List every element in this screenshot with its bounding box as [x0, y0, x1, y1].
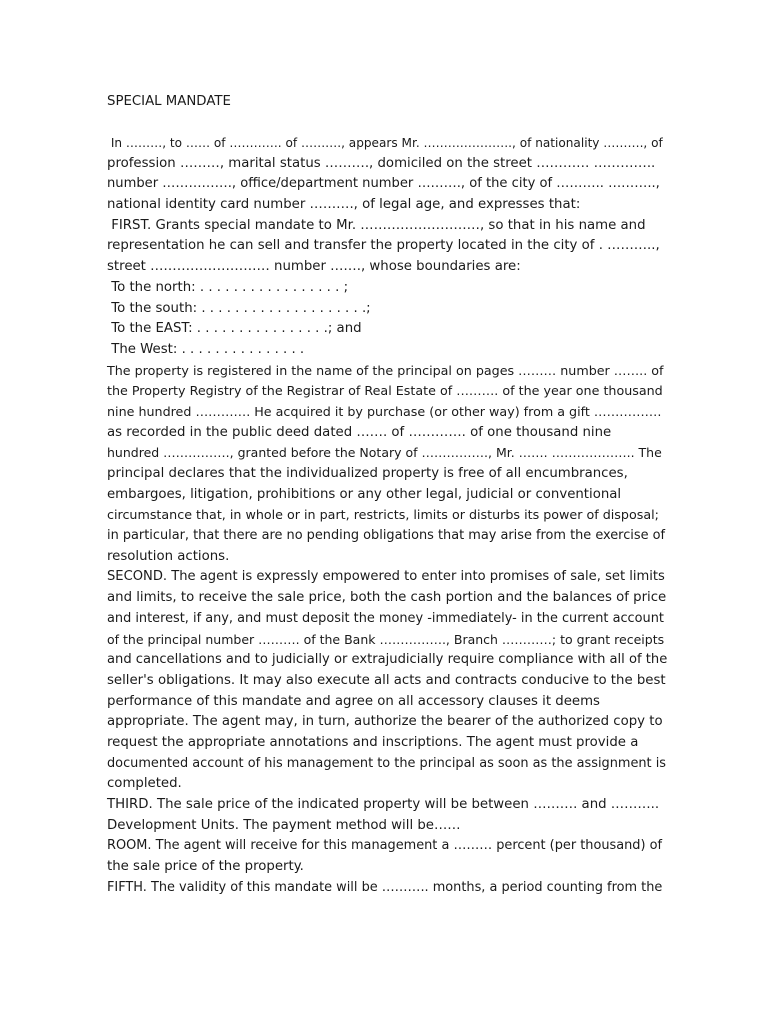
body-line: street ……………………… number ……., whose boundaries are: [107, 259, 521, 275]
body-line: number ……………., office/department number ………., of the city of ……….. ……….., [107, 176, 660, 192]
body-line: embargoes, litigation, prohibitions or any other legal, judicial or conventional [107, 486, 622, 502]
body-line: circumstance that, in whole or in part, restricts, limits or disturbs its power of disposal; [107, 507, 659, 523]
body-line: appropriate. The agent may, in turn, authorize the bearer of the authorized copy to [107, 714, 663, 730]
body-line: seller's obligations. It may also execute all acts and contracts conducive to the best [107, 672, 666, 688]
body-line: profession ………, marital status ………., domiciled on the street ………… ………….. [107, 155, 656, 171]
body-line: completed. [107, 776, 182, 792]
body-line: nine hundred …………. He acquired it by purchase (or other way) from a gift ……………. [107, 403, 662, 419]
body-line: THIRD. The sale price of the indicated property will be between ………. and ……….. [107, 797, 660, 812]
body-line: and interest, if any, and must deposit the money -immediately- in the current account [107, 610, 664, 626]
body-line: The West: . . . . . . . . . . . . . . . [107, 341, 305, 357]
body-line: in particular, that there are no pending obligations that may arise from the exercise of [107, 528, 666, 544]
body-line: FIRST. Grants special mandate to Mr. ………………………, so that in his name and [107, 217, 646, 233]
body-line: principal declares that the individualized property is free of all encumbrances, [107, 466, 628, 481]
body-line: and limits, to receive the sale price, both the cash portion and the balances of price [107, 590, 667, 606]
body-line: representation he can sell and transfer the property located in the city of . ……….., [107, 238, 660, 254]
document-body [107, 133, 667, 898]
body-line: The property is registered in the name of the principal on pages ……… number …….. of [107, 362, 664, 378]
body-line: FIFTH. The validity of this mandate will be ……….. months, a period counting from the [107, 879, 663, 895]
body-line: resolution actions. [107, 548, 230, 564]
body-line: national identity card number ………., of legal age, and expresses that: [107, 197, 581, 213]
body-line: SECOND. The agent is expressly empowered to enter into promises of sale, set limits [107, 569, 665, 585]
body-line: ROOM. The agent will receive for this management a ……… percent (per thousand) of [107, 838, 663, 854]
body-line: documented account of his management to the principal as soon as the assignment is [107, 755, 666, 771]
body-line: as recorded in the public deed dated ……. of …………. of one thousand nine [107, 424, 612, 440]
body-line: the sale price of the property. [107, 859, 304, 875]
body-line: In ………, to …… of …………. of ………., appears Mr. …………………., of nationality ………., of [107, 136, 663, 150]
body-line: To the north: . . . . . . . . . . . . . . . . . ; [107, 279, 349, 295]
body-line: hundred ……………., granted before the Notary of ……………., Mr. ……. ……………….. The [107, 445, 662, 461]
body-line: performance of this mandate and agree on all accessory clauses it deems [107, 693, 600, 709]
body-line: the Property Registry of the Registrar of Real Estate of ………. of the year one thousand [107, 383, 663, 399]
body-line: To the EAST: . . . . . . . . . . . . . . . .; and [107, 321, 362, 337]
body-line: and cancellations and to judicially or extrajudicially require compliance with all of the [107, 652, 668, 668]
body-line: To the south: . . . . . . . . . . . . . . . . . . . .; [107, 300, 371, 316]
body-line: of the principal number ………. of the Bank ……………., Branch …………; to grant receipts [107, 631, 665, 647]
document-title: SPECIAL MANDATE [107, 94, 231, 109]
body-line: Development Units. The payment method will be…… [107, 817, 461, 833]
body-line: request the appropriate annotations and inscriptions. The agent must provide a [107, 734, 639, 750]
